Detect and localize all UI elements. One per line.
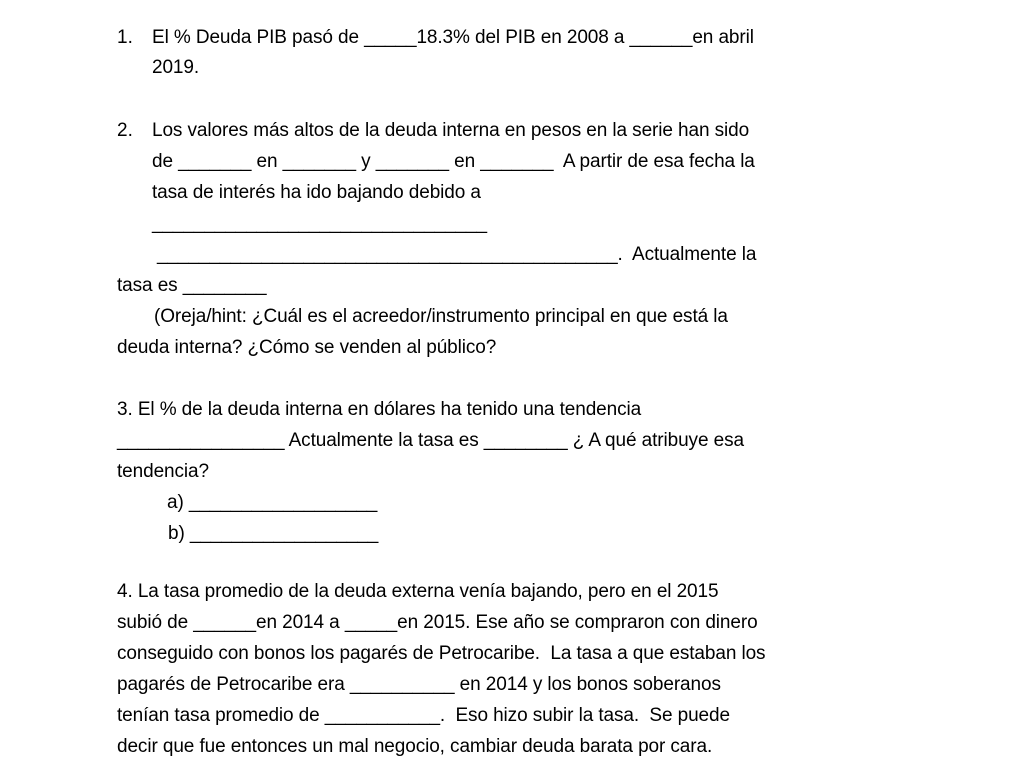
q1-line-1: El % Deuda PIB pasó de _____18.3% del PIB en 2008 a ______en abril: [152, 27, 754, 48]
q3-item-b: b) __________________: [168, 523, 379, 544]
q3-line-2: ________________ Actualmente la tasa es ________ ¿ A qué atribuye esa: [117, 430, 744, 451]
q3-line-1: 3. El % de la deuda interna en dólares ha tenido una tendencia: [117, 399, 642, 420]
q2-blank-line-1: ________________________________: [152, 213, 487, 234]
q2-blank-line-2: ____________________________________________. Actualmente la: [157, 244, 757, 265]
q2-hint-line-2: deuda interna? ¿Cómo se venden al público?: [117, 337, 497, 358]
q2-line-1: Los valores más altos de la deuda interna en pesos en la serie han sido: [152, 120, 750, 141]
q4-line-2: subió de ______en 2014 a _____en 2015. Ese año se compraron con dinero: [117, 612, 758, 633]
q3-item-a: a) __________________: [167, 492, 378, 513]
q1-line-2: 2019.: [152, 57, 200, 78]
q4-line-1: 4. La tasa promedio de la deuda externa venía bajando, pero en el 2015: [117, 581, 719, 602]
q4-line-5: tenían tasa promedio de ___________. Eso hizo subir la tasa. Se puede: [117, 705, 730, 726]
q4-line-4: pagarés de Petrocaribe era __________ en 2014 y los bonos soberanos: [117, 674, 721, 695]
q2-line-3: tasa de interés ha ido bajando debido a: [152, 182, 481, 203]
q2-line-2: de _______ en _______ y _______ en _______ A partir de esa fecha la: [152, 151, 755, 172]
q3-line-3: tendencia?: [117, 461, 209, 482]
q4-line-3: conseguido con bonos los pagarés de Petrocaribe. La tasa a que estaban los: [117, 643, 766, 664]
q2-line-6: tasa es ________: [117, 275, 267, 296]
q1-number: 1.: [117, 27, 133, 48]
q2-hint-line-1: (Oreja/hint: ¿Cuál es el acreedor/instrumento principal en que está la: [154, 306, 728, 327]
q2-number: 2.: [117, 120, 133, 141]
q4-line-6: decir que fue entonces un mal negocio, cambiar deuda barata por cara.: [117, 736, 713, 757]
